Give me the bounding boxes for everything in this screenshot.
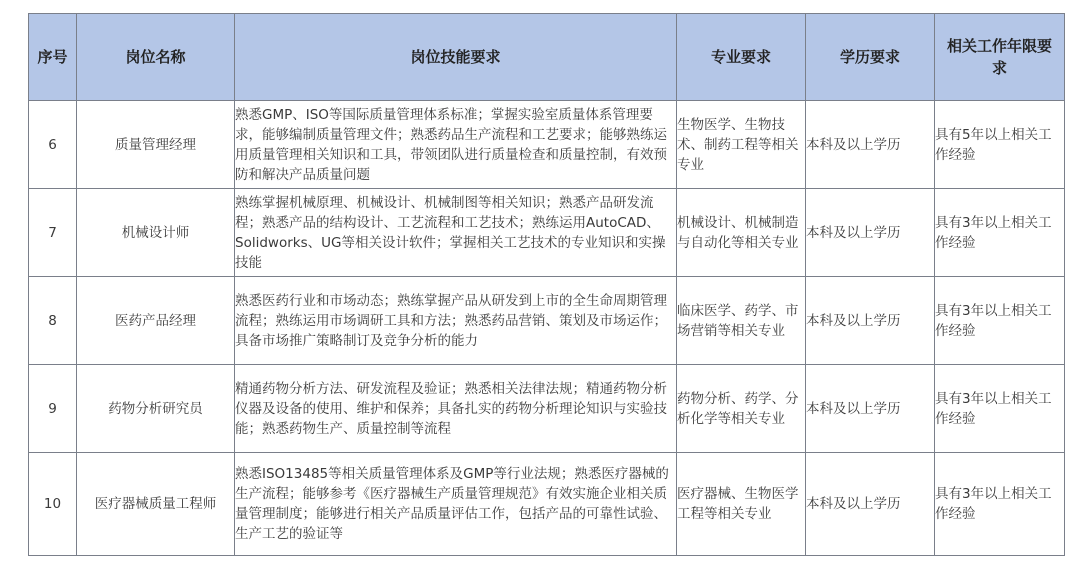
cell-major: 生物医学、生物技术、制药工程等相关专业 [677, 101, 806, 189]
cell-experience: 具有3年以上相关工作经验 [935, 277, 1065, 365]
cell-no: 10 [29, 453, 77, 556]
cell-skills: 熟练掌握机械原理、机械设计、机械制图等相关知识；熟悉产品研发流程；熟悉产品的结构设计、工艺流程和工艺技术；熟练运用AutoCAD、Solidworks、UG等相关设计软件；掌握相关工艺技术的专业知识和实操技能 [235, 189, 677, 277]
cell-education: 本科及以上学历 [806, 453, 935, 556]
header-no: 序号 [29, 14, 77, 101]
header-experience: 相关工作年限要求 [935, 14, 1065, 101]
cell-skills: 熟悉医药行业和市场动态；熟练掌握产品从研发到上市的全生命周期管理流程；熟练运用市场调研工具和方法；熟悉药品营销、策划及市场运作；具备市场推广策略制订及竞争分析的能力 [235, 277, 677, 365]
header-row [29, 14, 1065, 101]
table-row [29, 365, 1065, 453]
cell-education: 本科及以上学历 [806, 189, 935, 277]
table-row [29, 277, 1065, 365]
table-row [29, 453, 1065, 556]
cell-major: 临床医学、药学、市场营销等相关专业 [677, 277, 806, 365]
cell-experience: 具有3年以上相关工作经验 [935, 189, 1065, 277]
cell-education: 本科及以上学历 [806, 101, 935, 189]
cell-major: 机械设计、机械制造与自动化等相关专业 [677, 189, 806, 277]
cell-major: 医疗器械、生物医学工程等相关专业 [677, 453, 806, 556]
cell-position: 医疗器械质量工程师 [77, 453, 235, 556]
cell-no: 7 [29, 189, 77, 277]
cell-education: 本科及以上学历 [806, 365, 935, 453]
cell-no: 8 [29, 277, 77, 365]
header-skills: 岗位技能要求 [235, 14, 677, 101]
cell-skills: 精通药物分析方法、研发流程及验证；熟悉相关法律法规；精通药物分析仪器及设备的使用、维护和保养；具备扎实的药物分析理论知识与实验技能；熟悉药物生产、质量控制等流程 [235, 365, 677, 453]
cell-experience: 具有3年以上相关工作经验 [935, 453, 1065, 556]
cell-position: 医药产品经理 [77, 277, 235, 365]
cell-position: 质量管理经理 [77, 101, 235, 189]
header-education: 学历要求 [806, 14, 935, 101]
cell-major: 药物分析、药学、分析化学等相关专业 [677, 365, 806, 453]
cell-skills: 熟悉ISO13485等相关质量管理体系及GMP等行业法规；熟悉医疗器械的生产流程；能够参考《医疗器械生产质量管理规范》有效实施企业相关质量管理制度；能够进行相关产品质量评估工作，包括产品的可靠性试验、生产工艺的验证等 [235, 453, 677, 556]
cell-skills: 熟悉GMP、ISO等国际质量管理体系标准；掌握实验室质量体系管理要求，能够编制质量管理文件；熟悉药品生产流程和工艺要求；能够熟练运用质量管理相关知识和工具，带领团队进行质量检查和质量控制，有效预防和解决产品质量问题 [235, 101, 677, 189]
header-major: 专业要求 [677, 14, 806, 101]
cell-experience: 具有5年以上相关工作经验 [935, 101, 1065, 189]
cell-no: 9 [29, 365, 77, 453]
cell-position: 机械设计师 [77, 189, 235, 277]
table-row [29, 101, 1065, 189]
cell-education: 本科及以上学历 [806, 277, 935, 365]
header-position: 岗位名称 [77, 14, 235, 101]
job-requirements-table [28, 13, 1065, 556]
cell-experience: 具有3年以上相关工作经验 [935, 365, 1065, 453]
cell-position: 药物分析研究员 [77, 365, 235, 453]
cell-no: 6 [29, 101, 77, 189]
table-row [29, 189, 1065, 277]
